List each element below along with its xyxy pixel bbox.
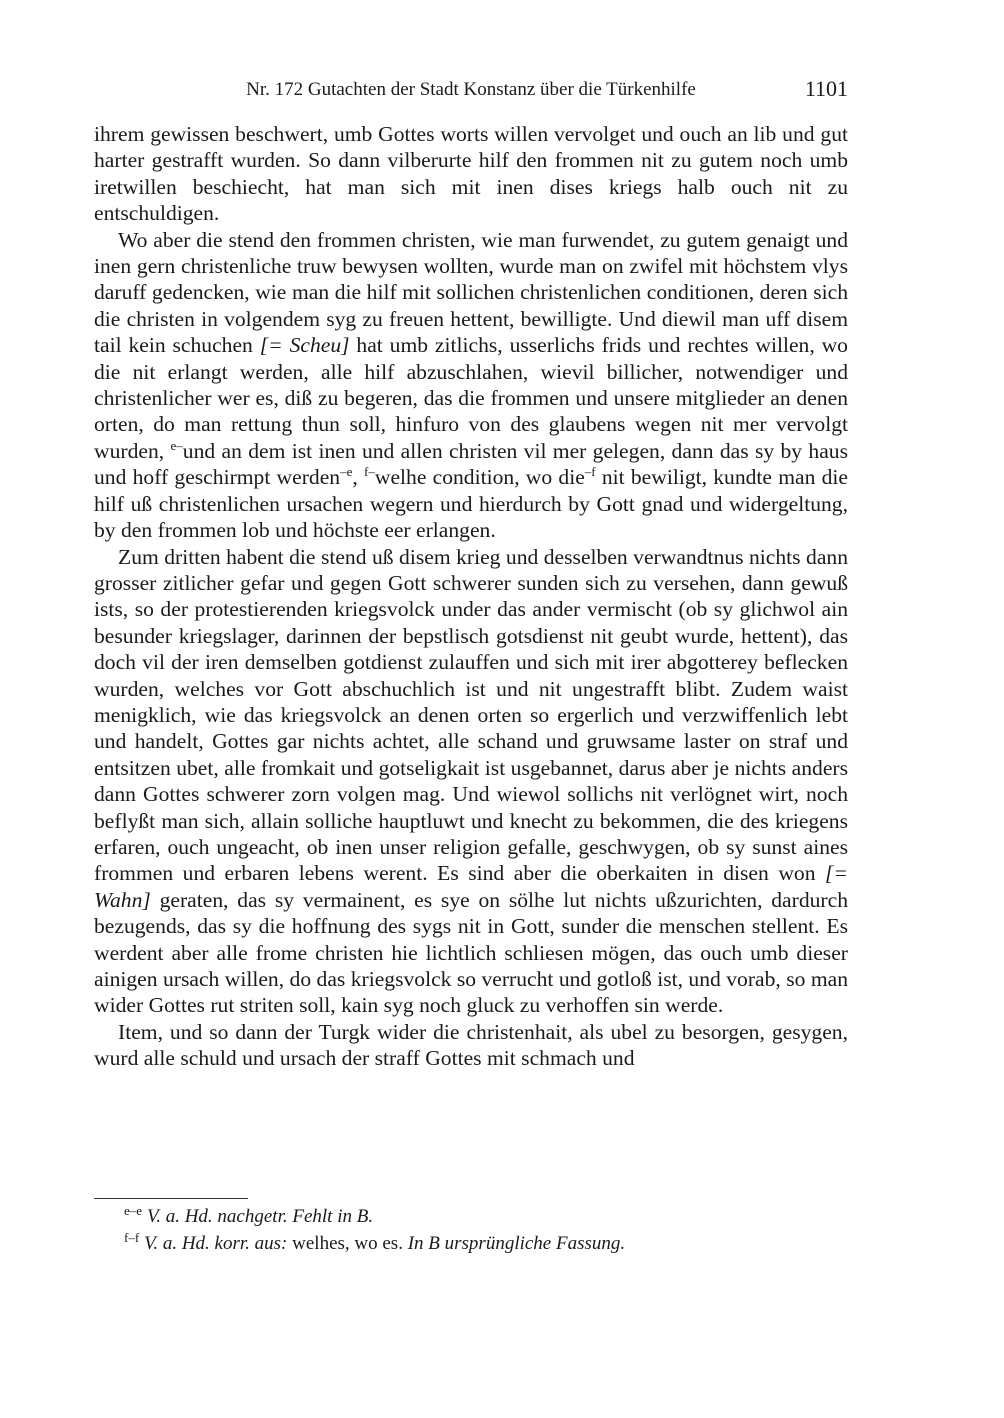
paragraph-3: Zum dritten habent die stend uß disem krieg und desselben verwandtnus nichts dann grosser zitlicher gefar und gegen Gott schwerer sunden sich zu versehen, dann gewuß ists, so der protestierenden kriegsvolck under das ander vermischt (ob sy glichwol ain besunder kriegslager, darinnen der bepstlisch gotsdienst nit geubt wurde, hettent), das doch vil der iren demselben gotdienst zulauffen und sich mit irer abgotterey beflecken wurden, welches vor Gott abschuchlich ist und nit ungestrafft blibt. Zudem waist menigklich, wie das kriegsvolck an denen orten so ergerlich und verzwiffenlich lebt und handelt, Gottes gar nichts achtet, alle schand und gruwsame laster on straf und entsitzen ubet, alle fromkait und gotseligkait ist usgebannet, darus aber je nichts anders dann Gottes schwerer zorn volgen mag. Und wiewol sollichs nit verlögnet wirt, noch beflyßt man sich, allain solliche hauptluwt und knecht zu bekommen, die des kriegens erfaren, ouch ungeacht, ob inen unser religion gefalle, geschwygen, ob sy sunst aines frommen und erbaren lebens werent. Es sind aber die oberkaiten in disen won [= Wahn] geraten, das sy vermainent, es sye on sölhe lut nichts ußzurichten, dardurch bezugends, das sy die hoffnung des sygs nit in Gott, sunder die menschen stellent. Es werdent aber alle frome christen hie lichtlich schliesen mögen, das ouch umb dieser ainigen ursach willen, do das kriegsvolck so verrucht und gotloß ist, und vorab, so man wider Gottes rut striten soll, kain syg noch gluck zu verhoffen sin werde.	[94, 544, 848, 1018]
note-marker-f-close: –f	[584, 464, 596, 480]
paragraph-1: ihrem gewissen beschwert, umb Gottes worts willen vervolget und ouch an lib und gut harter gestrafft wurden. So dann vilberurte hilf den frommen nit zu gutem noch umb iretwillen beschiecht, hat man sich mit inen dises kriegs halb ouch nit zu entschuldigen.	[94, 122, 848, 226]
page-number: 1101	[804, 76, 848, 101]
paragraph-4: Item, und so dann der Turgk wider die christenhait, als ubel zu besorgen, gesygen, wurd alle schuld und ursach der straff Gottes mit schmach und	[94, 1019, 848, 1071]
footnote-marker: e–e	[124, 1202, 143, 1218]
footnote-f: $^{f-f}$ V. a. Hd. korr. aus: welhes, wo es. In B ursprüngliche Fassung.	[124, 1229, 626, 1254]
footnote-rule	[94, 1198, 248, 1199]
footnote-marker: f–f	[124, 1229, 140, 1245]
main-text	[94, 121, 848, 1072]
editorial-gloss: [= Wahn]	[94, 861, 848, 912]
running-title: Nr. 172 Gutachten der Stadt Konstanz über die Türkenhilfe	[246, 79, 696, 100]
note-marker-e-close: –e	[340, 464, 353, 480]
footnote-e: $^{e-e}$ V. a. Hd. nachgetr. Fehlt in B.	[124, 1202, 374, 1227]
editorial-gloss: [= Scheu]	[259, 333, 350, 358]
paragraph-2: Wo aber die stend den frommen christen, wie man furwendet, zu gutem genaigt und inen gern christenliche truw bewysen wollten, wurde man on zwifel mit höchstem vlys daruff gedencken, wie man die hilf mit sollichen christenlichen conditionen, deren sich die christen in volgendem syg zu freuen hettent, bewilligte. Und diewil man uff disem tail kein schuchen [= Scheu] hat umb zitlichs, usserlichs frids und rechtes willen, wo die nit erlangt werden, alle hilf abzuschlahen, wievil billicher, notwendiger und christenlicher wer es, diß zu begeren, das die frommen und unsere mitglieder an denen orten, do man rettung thun soll, hinfuro von des glaubens wegen nit mer vervolgt wurden, $^{e-}$und an dem ist inen und allen christen vil mer gelegen, dann das sy by haus und hoff geschirmpt werden$^{-e}$, $^{f-}$welhe condition, wo die$^{-f}$ nit bewiligt, kundte man die hilf uß christenlichen ursachen wegern und hierdurch by Gott gnad und widergeltung, by den frommen lob und höchste eer erlangen.	[94, 227, 849, 543]
note-marker-e-open: e–	[170, 437, 183, 453]
note-marker-f-open: f–	[364, 464, 375, 480]
footnotes	[124, 1203, 848, 1257]
running-header	[94, 76, 848, 109]
